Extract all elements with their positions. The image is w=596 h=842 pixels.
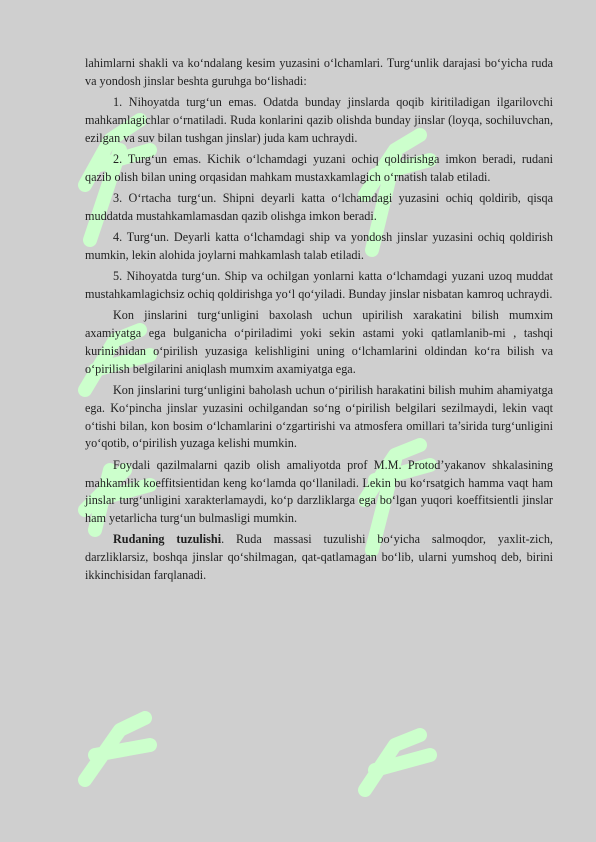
section-heading: Rudaning tuzulishi — [113, 532, 222, 547]
paragraph-2: 1. Nihoyatda turg‘un emas. Odatda bunday jinslarda qoqib kiritiladigan ilgarilovchi mahkamlagichlar o‘rnatiladi. Ruda konlarini qazib olishda bunday jinslar (loyqa, sochiluvchan, ezilgan va suv bilan tushgan jinslar) juda kam uchraydi. — [85, 95, 553, 145]
body-text — [85, 55, 553, 588]
paragraph-1: lahimlarni shakli va ko‘ndalang kesim yuzasini o‘lchamlari. Turg‘unlik darajasi bo‘yicha ruda va yondosh jinslar beshta guruhga bo‘lishadi: — [85, 56, 553, 88]
paragraph-10 — [85, 531, 553, 584]
paragraph-10-text: . Ruda massasi tuzulishi bo‘yicha salmoqdor, yaxlit-zich, darzliklarsiz, boshqa jinslar qo‘shilmagan, qat-qatlamagan bo‘lib, ularni yumshoq deb, birini ikkinchisidan farqlanadi. — [85, 532, 553, 583]
paragraph-3: 2. Turg‘un emas. Kichik o‘lchamdagi yuzani ochiq qoldirishga imkon beradi, rudani qazib olish bilan uning orqasidan mahkam mustaxkamlagich o‘rnatish talab etiladi. — [85, 151, 553, 184]
paragraph-9: Foydali qazilmalarni qazib olish amaliyotda prof M.M. Protod’yakanov shkalasining mahkamlik koeffitsientidan keng ko‘lamda qo‘llaniladi. Lekin bu ko‘rsatgich hamma vaqt ham jinslar turg‘unligini xarakterlamaydi, ko‘p darzliklarga ega bo‘lgan yuqori koeffitsientli jinslar ham yetarlicha turg‘un bulmasligi mumkin. — [85, 457, 553, 526]
paragraph-5: 4. Turg‘un. Deyarli katta o‘lchamdagi ship va yondosh jinslar yuzasini ochiq qoldirish mumkin, lekin alohida joylarni mahkamlash talab etiladi. — [85, 230, 553, 262]
paragraph-8: Kon jinslarini turg‘unligini baholash uchun o‘pirilish harakatini bilish muhim ahamiyatga ega. Ko‘pincha jinslar yuzasini ochilgandan so‘ng o‘pirilish belgilari sezilmaydi, lekin vaqt o‘tishi bilan, kon bosim o‘lchamlarini o‘zgartirishi va atmosfera omillari ta’sirida turg‘unligini yo‘qotib, o‘pirilish yuzaga kelishi mumkin. — [85, 383, 553, 451]
paragraph-6: 5. Nihoyatda turg‘un. Ship va ochilgan yonlarni katta o‘lchamdagi yuzani uzoq muddat mustahkamlagichsiz ochiq qoldirishga yo‘l qo‘yiladi. Bunday jinslar nisbatan kamroq uchraydi. — [85, 269, 553, 302]
paragraph-7: Kon jinslarini turg‘unligini baxolash uchun upirilish xarakatini bilish mumxim axamiyatga ega bulganicha o‘piriladimi yoki sekin astami yoki qatlamlanib-mi , tashqi kurinishidan o‘pirilish yuzasiga kelishligini uning o‘lchamlarini oldindan ko‘ra bilish va o‘pirilish belgilarini aniqlash mumxim axamiyatga ega. — [85, 308, 553, 376]
paragraph-4: 3. O‘rtacha turg‘un. Shipni deyarli katta o‘lchamdagi yuzasini ochiq qoldirib, qisqa muddatda mustahkamlamasdan qazib olishga imkon beradi. — [85, 191, 553, 223]
